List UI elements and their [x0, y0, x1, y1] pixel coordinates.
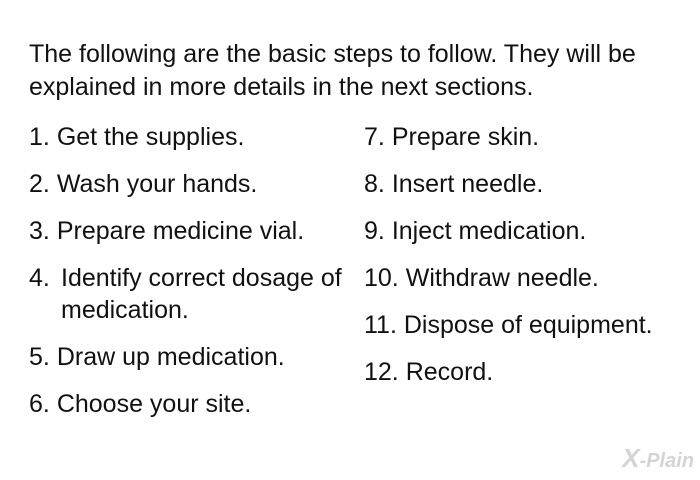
step-item	[29, 341, 359, 373]
step-item	[29, 262, 359, 326]
step-number: 6.	[29, 390, 50, 418]
step-number: 3.	[29, 217, 50, 245]
xplain-logo	[622, 443, 694, 473]
step-text: Withdraw needle.	[405, 264, 599, 292]
steps-list-right	[364, 121, 694, 403]
step-item	[364, 121, 694, 153]
step-number: 10.	[364, 264, 399, 292]
step-text: Identify correct dosage of medication.	[61, 264, 342, 324]
step-item	[29, 121, 359, 153]
steps-list-left	[29, 121, 359, 435]
step-item	[29, 388, 359, 420]
step-number: 2.	[29, 170, 50, 198]
step-text: Prepare skin.	[391, 123, 540, 151]
step-number: 4.	[29, 264, 50, 292]
step-text: Choose your site.	[56, 390, 252, 418]
step-item	[29, 215, 359, 247]
step-number: 1.	[29, 123, 50, 151]
xplain-logo-mark: X	[622, 443, 640, 473]
step-number: 7.	[364, 123, 385, 151]
step-item	[364, 356, 694, 388]
step-item	[364, 262, 694, 294]
step-number: 9.	[364, 217, 385, 245]
step-text: Wash your hands.	[56, 170, 258, 198]
step-number: 11.	[364, 311, 397, 339]
step-text: Prepare medicine vial.	[56, 217, 305, 245]
step-text: Dispose of equipment.	[403, 311, 653, 339]
step-number: 12.	[364, 358, 399, 386]
step-text: Insert needle.	[391, 170, 544, 198]
step-text: Draw up medication.	[56, 343, 285, 371]
step-text: Record.	[405, 358, 494, 386]
step-item	[364, 215, 694, 247]
xplain-logo-text: -Plain	[639, 450, 694, 472]
step-text: Get the supplies.	[56, 123, 245, 151]
step-item	[364, 168, 694, 200]
step-number: 8.	[364, 170, 385, 198]
step-item	[29, 168, 359, 200]
step-number: 5.	[29, 343, 50, 371]
step-item	[364, 309, 694, 341]
intro-paragraph: The following are the basic steps to follow. They will be explained in more details in the next sections.	[29, 40, 636, 101]
step-text: Inject medication.	[391, 217, 587, 245]
